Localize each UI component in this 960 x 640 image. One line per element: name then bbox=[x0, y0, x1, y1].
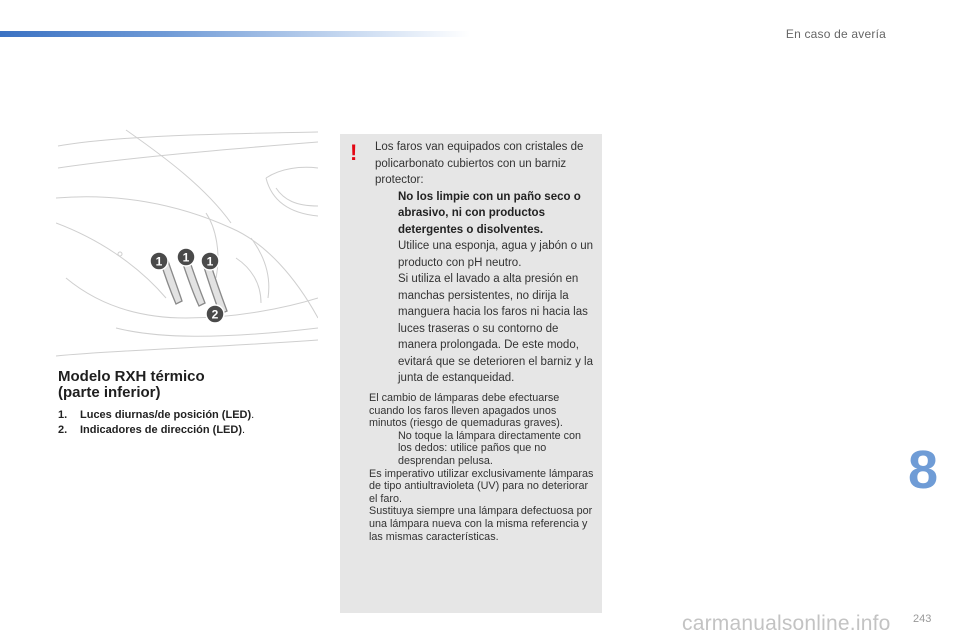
figure-heading bbox=[58, 369, 318, 401]
notice-paragraph: Es imperativo utilizar exclusivamente lámparas de tipo antiultravioleta (UV) para no deteriorar el faro. bbox=[369, 467, 594, 505]
watermark: carmanualsonline.info bbox=[682, 612, 891, 635]
bullet-text: Si utiliza el lavado a alta presión en manchas persistentes, no dirija la manguera hacia los faros ni hacia las luces traseras o su contorno de manera prolongada. De este modo, evitará que se deterioren el barniz y la junta de estanqueidad. bbox=[398, 273, 593, 384]
legend-number: 2. bbox=[58, 424, 68, 436]
legend-number: 1. bbox=[58, 409, 68, 421]
cleaning-notice bbox=[375, 139, 597, 387]
callout-label: 1 bbox=[182, 250, 190, 265]
notice-paragraph: El cambio de lámparas debe efectuarse cuando los faros lleven apagados unos minutos (riesgo de quemaduras graves). bbox=[369, 392, 563, 430]
callout-label: 2 bbox=[211, 307, 219, 322]
heading-line: Modelo RXH térmico bbox=[58, 368, 205, 385]
notice-panel bbox=[340, 134, 602, 613]
legend-item bbox=[58, 423, 254, 438]
bullet-item bbox=[375, 189, 597, 239]
callout-label: 1 bbox=[206, 254, 214, 269]
legend-list bbox=[58, 408, 254, 438]
bullet-text: No toque la lámpara directamente con los dedos: utilice paños que no desprendan pelusa. bbox=[398, 429, 582, 467]
legend-end: . bbox=[241, 424, 246, 436]
legend-text: Luces diurnas/de posición (LED) bbox=[80, 409, 252, 421]
bullet-item bbox=[375, 238, 597, 271]
section-title: En caso de avería bbox=[785, 27, 886, 41]
bullet-item bbox=[369, 430, 597, 468]
bullet-text: Utilice una esponja, agua y jabón o un producto con pH neutro. bbox=[398, 240, 594, 269]
header-accent-bar bbox=[0, 31, 470, 37]
lamp-change-notice bbox=[369, 392, 597, 543]
callout-label: 1 bbox=[155, 254, 163, 269]
heading-line: (parte inferior) bbox=[58, 384, 161, 401]
legend-item bbox=[58, 408, 254, 423]
notice-intro: Los faros van equipados con cristales de policarbonato cubiertos con un barniz protector: bbox=[375, 141, 584, 186]
bullet-text: No los limpie con un paño seco o abrasivo, ni con productos detergentes o disolventes. bbox=[398, 190, 581, 236]
bullet-item bbox=[375, 271, 597, 387]
chapter-badge: 8 bbox=[907, 440, 939, 500]
page-number: 243 bbox=[913, 613, 932, 625]
headlamp-illustration bbox=[56, 128, 318, 358]
warning-icon: ! bbox=[350, 140, 358, 165]
notice-paragraph: Sustituya siempre una lámpara defectuosa por una lámpara nueva con la misma referencia y las mismas características. bbox=[369, 505, 593, 543]
legend-end: . bbox=[251, 409, 255, 421]
legend-text: Indicadores de dirección (LED) bbox=[80, 424, 242, 436]
